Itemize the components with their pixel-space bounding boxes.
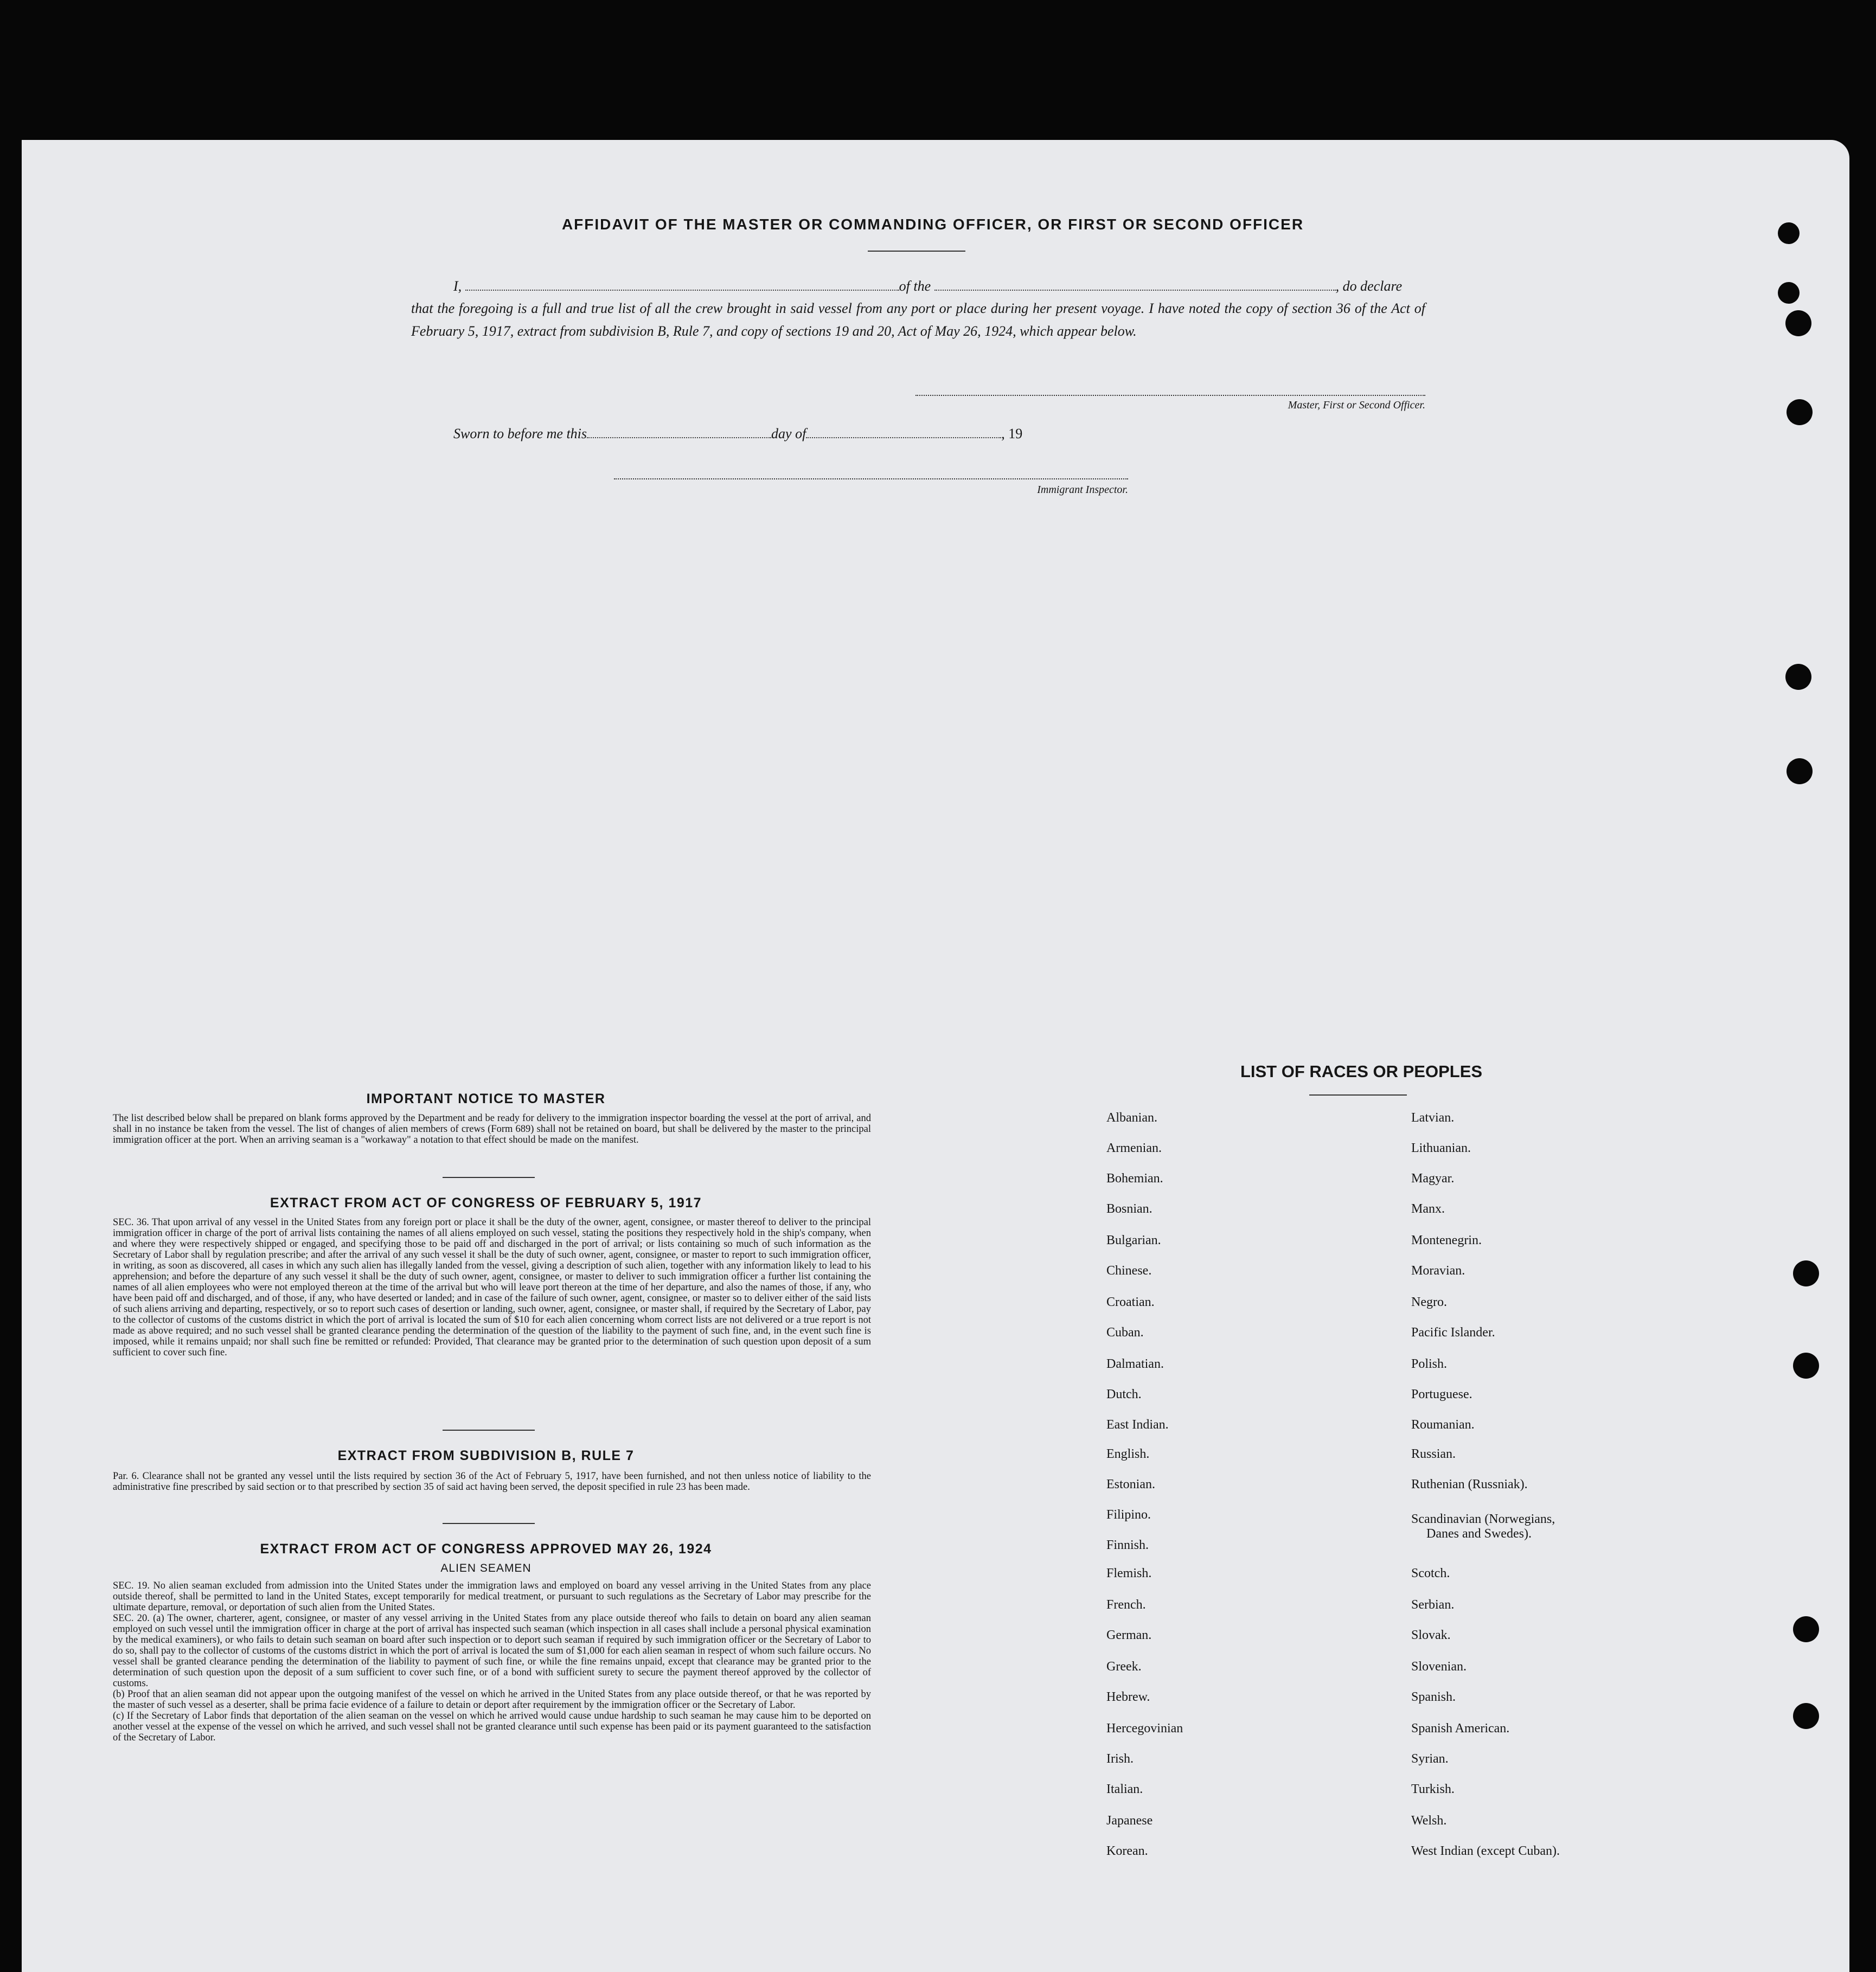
- race-item: Scotch.: [1411, 1566, 1450, 1580]
- race-item: Russian.: [1411, 1447, 1456, 1461]
- extract-1917-text: [101, 1217, 871, 1358]
- race-item: Scandinavian (Norwegians,: [1411, 1512, 1555, 1526]
- race-item: Polish.: [1411, 1357, 1448, 1371]
- race-item: Syrian.: [1411, 1752, 1449, 1766]
- races-title: LIST OF RACES OR PEOPLES: [1240, 1062, 1483, 1081]
- of-the-label: of the: [899, 278, 931, 294]
- sworn-month-field[interactable]: [806, 425, 1001, 438]
- extract-1924-text: [101, 1580, 871, 1743]
- extract-rule7-text: [101, 1471, 871, 1493]
- section-20c-paragraph: (c) If the Secretary of Labor finds that deportation of the alien seaman on the vessel on which he arrived would cause undue hardship to such seaman he may cause him to be deported on another vessel at the expense of the vessel on which he arrived, and such vessel shall not be granted clearance until such expense has been paid or its payment guaranteed to the satisfaction of the Secretary of Labor.: [113, 1711, 871, 1743]
- sworn-line: [453, 425, 1158, 442]
- affidavit-statement: that the foregoing is a full and true list of all the crew brought in said vessel from any port or place during her present voyage. I have noted the copy of section 36 of the Act of February 5, 1917, extract from subdivision B, Rule 7, and copy of sections 19 and 20, Act of May 26, 1924, which appear below.: [411, 300, 1425, 339]
- race-item: Spanish.: [1411, 1690, 1456, 1704]
- race-item: Negro.: [1411, 1295, 1447, 1309]
- affidavit-title: AFFIDAVIT OF THE MASTER OR COMMANDING OFFICER, OR FIRST OR SECOND OFFICER: [561, 216, 1304, 233]
- race-item: Japanese: [1106, 1814, 1153, 1828]
- extract-rule7-title: EXTRACT FROM SUBDIVISION B, RULE 7: [337, 1448, 635, 1463]
- master-signature-line[interactable]: [915, 395, 1425, 396]
- sworn-date-field[interactable]: [587, 425, 771, 438]
- race-item: Cuban.: [1106, 1326, 1144, 1340]
- race-item: Hercegovinian: [1106, 1721, 1183, 1736]
- race-item: Moravian.: [1411, 1264, 1465, 1278]
- declarant-prefix: I,: [453, 278, 462, 294]
- race-item: Filipino.: [1106, 1508, 1151, 1522]
- race-item: Hebrew.: [1106, 1690, 1150, 1704]
- race-item: Bosnian.: [1106, 1202, 1153, 1216]
- section-20b-paragraph: (b) Proof that an alien seaman did not appear upon the outgoing manifest of the vessel on which he arrived in the United States from any place outside thereof, or that he was reported by the master of such vessel as a deserter, shall be prima facie evidence of a failure to detain or deport after requirement by the immigration officer or the Secretary of Labor.: [113, 1689, 871, 1711]
- sworn-day-label: day of: [771, 426, 806, 441]
- race-item: Slovak.: [1411, 1628, 1451, 1642]
- race-item: German.: [1106, 1628, 1152, 1642]
- punch-hole: [1793, 1260, 1819, 1286]
- race-item: Roumanian.: [1411, 1418, 1475, 1432]
- punch-hole: [1793, 1616, 1819, 1642]
- race-item: Finnish.: [1106, 1538, 1149, 1552]
- race-item: Pacific Islander.: [1411, 1326, 1495, 1340]
- notice-paragraph: The list described below shall be prepared on blank forms approved by the Department and be ready for delivery to the immigration inspector boarding the vessel at the port of arrival, and shall in no instance be taken from the vessel. The list of changes of alien members of crews (Form 689) shall not be retained on board, but shall be delivered by the master to the principal immigration officer at the port. When an arriving seaman is a "workaway" a notation to that effect should be made on the manifest.: [113, 1113, 871, 1145]
- vessel-name-field[interactable]: [934, 278, 1336, 291]
- punch-hole: [1793, 1703, 1819, 1729]
- race-item: French.: [1106, 1598, 1146, 1612]
- master-caption: Master, First or Second Officer.: [1288, 399, 1425, 411]
- race-item: Manx.: [1411, 1202, 1445, 1216]
- punch-hole: [1785, 310, 1811, 336]
- punch-hole: [1778, 282, 1800, 304]
- race-item: Irish.: [1106, 1752, 1134, 1766]
- sworn-prefix: Sworn to before me this: [453, 426, 587, 441]
- par-6-paragraph: Par. 6. Clearance shall not be granted any vessel until the lists required by section 36 of the Act of February 5, 1917, have been furnished, and not then unless notice of liability to the administrative fine prescribed by said section or to that prescribed by section 35 of said act having been served, the deposit specified in rule 23 has been made.: [113, 1471, 871, 1493]
- race-item: Greek.: [1106, 1660, 1142, 1674]
- race-item: Chinese.: [1106, 1264, 1152, 1278]
- divider: [868, 251, 965, 252]
- race-item: Spanish American.: [1411, 1721, 1510, 1736]
- extract-1917-title: EXTRACT FROM ACT OF CONGRESS OF FEBRUARY 5, 1917: [270, 1195, 702, 1211]
- divider: [443, 1523, 535, 1524]
- race-item: Magyar.: [1411, 1171, 1455, 1186]
- race-item-continuation: Danes and Swedes).: [1426, 1527, 1532, 1541]
- race-item: Italian.: [1106, 1782, 1143, 1796]
- section-36-paragraph: SEC. 36. That upon arrival of any vessel in the United States from any foreign port or place it shall be the duty of the owner, agent, consignee, or master thereof to deliver to the principal immigration officer in charge of the port of arrival lists containing the names of all aliens employed on such vessel, stating the positions they respectively hold in the ship's company, when and where they were respectively shipped or engaged, and specifying those to be paid off and discharged in the port of arrival; or lists containing so much of such information as the Secretary of Labor shall by regulation prescribe; and after the arrival of any such vessel it shall be the duty of such owner, agent, consignee, or master to report to such immigration officer, in writing, as soon as discovered, all cases in which any such alien has illegally landed from the vessel, giving a description of such alien, together with any information likely to lead to his apprehension; and before the departure of any such vessel it shall be the duty of such owner, agent, consignee, or master to deliver to such immigration officer a further list containing the names of all alien employees who were not employed thereon at the time of the arrival but who will leave port thereon at the time of her departure, and also the names of those, if any, who have been paid off and discharged, and of those, if any, who have deserted or landed; and in case of the failure of such owner, agent, consignee, or master so to deliver either of the said lists of such aliens arriving and departing, respectively, or so to report such cases of desertion or landing, such owner, agent, consignee, or master shall, if required by the Secretary of Labor, pay to the collector of customs of the customs district in which the port of arrival is located the sum of $10 for each alien concerning whom correct lists are not delivered or a true report is not made as above required; and no such vessel shall be granted clearance pending the determination of the question of the liability to the payment of such fine, and, in the event such fine is imposed, while it remains unpaid; nor shall such fine be remitted or refunded: Provided, That clearance may be granted prior to the determination of such question upon deposit of a sum sufficient to cover such fine.: [113, 1217, 871, 1358]
- punch-hole: [1793, 1353, 1819, 1379]
- race-item: Lithuanian.: [1411, 1141, 1471, 1155]
- declarant-line: [453, 278, 1425, 294]
- race-item: Montenegrin.: [1411, 1233, 1482, 1247]
- race-item: Welsh.: [1411, 1814, 1447, 1828]
- race-item: Croatian.: [1106, 1295, 1155, 1309]
- race-item: Portuguese.: [1411, 1387, 1472, 1401]
- race-item: Latvian.: [1411, 1111, 1455, 1125]
- race-item: Estonian.: [1106, 1477, 1155, 1491]
- race-item: Bohemian.: [1106, 1171, 1163, 1186]
- race-item: Slovenian.: [1411, 1660, 1467, 1674]
- race-item: Bulgarian.: [1106, 1233, 1161, 1247]
- race-item: Turkish.: [1411, 1782, 1455, 1796]
- extract-1924-subtitle: ALIEN SEAMEN: [440, 1562, 532, 1574]
- punch-hole: [1778, 222, 1800, 244]
- sworn-year-label: , 19: [1001, 426, 1023, 441]
- race-item: Flemish.: [1106, 1566, 1152, 1580]
- race-item: East Indian.: [1106, 1418, 1169, 1432]
- race-item: Korean.: [1106, 1844, 1148, 1858]
- race-item: Dalmatian.: [1106, 1357, 1164, 1371]
- inspector-caption: Immigrant Inspector.: [1037, 484, 1128, 496]
- race-item: Albanian.: [1106, 1111, 1157, 1125]
- punch-hole: [1787, 399, 1813, 425]
- race-item: Ruthenian (Russniak).: [1411, 1477, 1528, 1491]
- race-item: English.: [1106, 1447, 1150, 1461]
- race-item: Serbian.: [1411, 1598, 1455, 1612]
- divider: [443, 1177, 535, 1178]
- divider: [1309, 1094, 1407, 1096]
- notice-title: IMPORTANT NOTICE TO MASTER: [366, 1091, 606, 1106]
- race-item: West Indian (except Cuban).: [1411, 1844, 1560, 1858]
- punch-hole: [1787, 758, 1813, 784]
- declarant-name-field[interactable]: [465, 278, 899, 291]
- section-20a-paragraph: SEC. 20. (a) The owner, charterer, agent, consignee, or master of any vessel arriving in the United States from any place outside thereof who fails to detain on board any alien seaman employed on such vessel until the immigration officer in charge at the port of arrival has inspected such seaman (which inspection in all cases shall include a personal physical examination by the medical examiners), or who fails to detain such seaman on board after such inspection or to deport such seaman if required by such immigration officer or the Secretary of Labor to do so, shall pay to the collector of customs of the customs district in which the port of arrival is located the sum of $1,000 for each alien seaman in respect of whom such failure occurs. No vessel shall be granted clearance pending the determination of the liability to payment of such fine, or while the fine remains unpaid, except that clearance may be granted prior to the determination of such question upon the deposit of a sum sufficient to cover such fine, or of a bond with sufficient surety to secure the payment thereof approved by the collector of customs.: [113, 1613, 871, 1689]
- punch-hole: [1785, 664, 1811, 690]
- extract-1924-title: EXTRACT FROM ACT OF CONGRESS APPROVED MAY 26, 1924: [260, 1541, 712, 1557]
- inspector-signature-line[interactable]: [614, 478, 1128, 479]
- section-19-paragraph: SEC. 19. No alien seaman excluded from admission into the United States under the immigration laws and employed on board any vessel arriving in the United States from any place outside thereof, shall be permitted to land in the United States, except temporarily for medical treatment, or pursuant to such regulations as the Secretary of Labor may prescribe for the ultimate departure, removal, or deportation of such alien from the United States.: [113, 1580, 871, 1613]
- race-item: Armenian.: [1106, 1141, 1162, 1155]
- notice-text: [101, 1113, 871, 1145]
- divider: [443, 1430, 535, 1431]
- race-item: Dutch.: [1106, 1387, 1142, 1401]
- declare-label: , do declare: [1335, 278, 1403, 294]
